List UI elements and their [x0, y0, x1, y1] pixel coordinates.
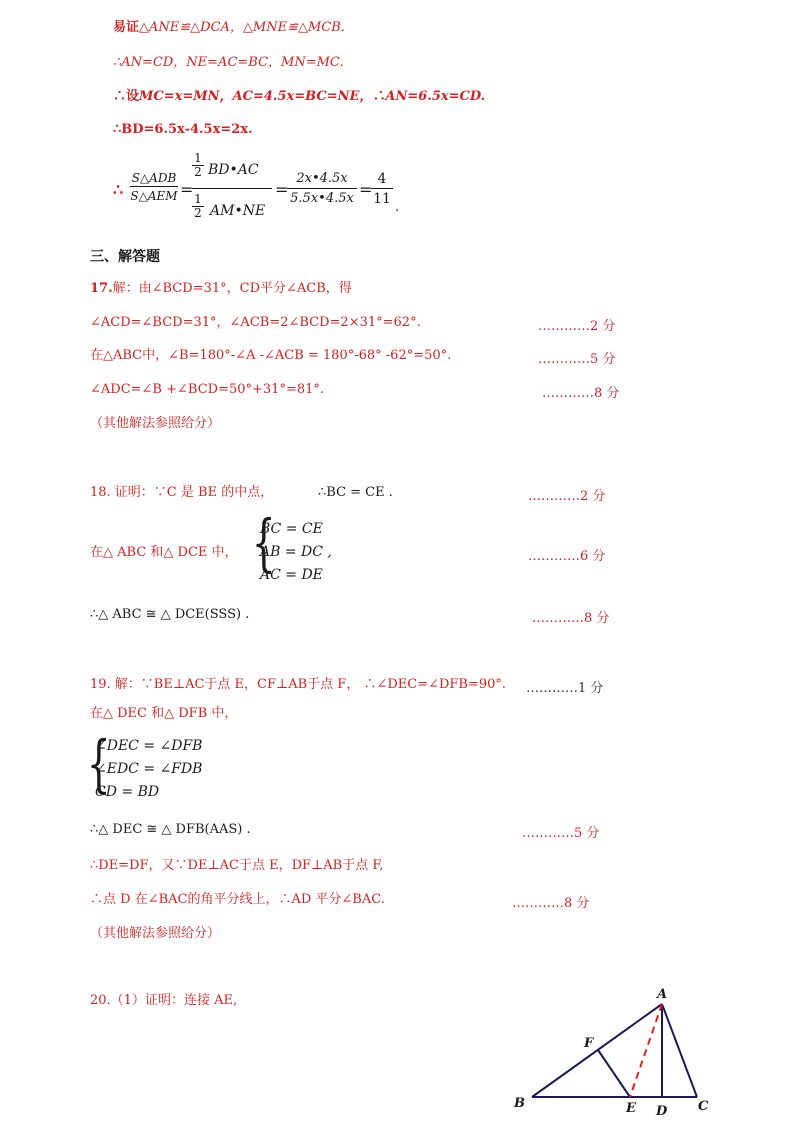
right-numerator: 2x•4.5x — [296, 171, 348, 186]
q19-line-4: ∴DE=DF，又∵DE⊥AC于点 E，DF⊥AB于点 F, — [90, 858, 384, 873]
result-fraction — [371, 170, 393, 209]
q17-line-2: ∠ACD=∠BCD=31°，∠ACB=2∠BCD=2×31°=62°. — [90, 315, 421, 330]
line-set-x — [113, 89, 485, 105]
q19-line-5: ∴点 D 在∠BAC的角平分线上，∴AD 平分∠BAC. — [90, 892, 385, 907]
q17-number: 17. — [90, 281, 113, 296]
q18-system-brace: { — [251, 506, 276, 579]
equals-1: = — [180, 180, 194, 199]
q18-system-1: BC = CE — [260, 521, 323, 537]
equals-2: = — [275, 180, 289, 199]
q17-line-3: 在△ABC中，∠B=180°-∠A -∠ACB = 180°-68° -62°=50°. — [90, 348, 452, 363]
half-numerator — [192, 152, 204, 179]
segment-ab — [532, 1004, 662, 1097]
q17-score-1: …………2 分 — [538, 319, 616, 334]
right-denominator: 5.5x•4.5x — [290, 191, 354, 206]
half-one: 1 — [194, 151, 202, 165]
q17-score-3: …………8 分 — [542, 386, 620, 401]
set-x-text: MC=x=MN，AC=4.5x=BC=NE，∴AN=6.5x=CD. — [139, 89, 486, 104]
line-equal-segments: ∴AN=CD，NE=AC=BC，MN=MC. — [113, 55, 344, 70]
q19-line-3: ∴△ DEC ≅ △ DFB(AAS) . — [90, 822, 251, 837]
q18-score-2: …………6 分 — [528, 549, 606, 564]
q18-score-3: …………8 分 — [532, 611, 610, 626]
q19-note: （其他解法参照给分） — [90, 926, 221, 941]
middle-fraction — [192, 150, 272, 227]
label-f: F — [584, 1036, 594, 1051]
line-easy-prove — [113, 20, 345, 36]
line-bd-length: ∴BD=6.5x-4.5x=2x. — [113, 122, 253, 137]
set-x-prefix: ∴设 — [113, 89, 140, 104]
mid-num-text: BD•AC — [208, 162, 259, 178]
lhs-numerator: S△ADB — [131, 171, 177, 185]
label-d: D — [656, 1104, 668, 1119]
right-fraction — [287, 170, 357, 209]
middle-numerator — [192, 150, 272, 188]
q19-score-1: …………1 分 — [526, 681, 604, 696]
q17-score-2: …………5 分 — [538, 352, 616, 367]
lhs-fraction — [130, 170, 178, 205]
lhs-denominator: S△AEM — [130, 189, 178, 203]
therefore-symbol: ∴ — [113, 180, 124, 199]
q19-score-2: …………5 分 — [522, 826, 600, 841]
mid-den-text: AM•NE — [210, 203, 266, 219]
label-e: E — [626, 1101, 636, 1116]
easy-prove-prefix: 易证 — [113, 20, 140, 35]
label-a: A — [657, 987, 668, 1002]
q18-line-1b: ∴BC = CE . — [318, 485, 393, 500]
half-two: 2 — [194, 165, 202, 179]
q19-line-1: 19. 解：∵BE⊥AC于点 E，CF⊥AB于点 F， ∴∠DEC=∠DFB=90°. — [90, 677, 507, 692]
q19-system-brace: { — [86, 727, 111, 800]
q19-system-2: ∠EDC = ∠FDB — [95, 761, 203, 777]
segment-fe — [598, 1050, 630, 1097]
q18-system-2: AB = DC , — [260, 544, 332, 560]
q18-line-2: 在△ ABC 和△ DCE 中， — [90, 545, 238, 560]
formula-period: . — [395, 200, 400, 215]
easy-prove-text: △ANE≌△DCA，△MNE≌△MCB. — [139, 20, 345, 35]
q19-system-1: ∠DEC = ∠DFB — [95, 738, 203, 754]
middle-denominator — [192, 189, 272, 227]
q17-note: （其他解法参照给分） — [90, 416, 221, 431]
q17-line-1-text: 解：由∠BCD=31°，CD平分∠ACB，得 — [112, 281, 352, 296]
q17-line-1 — [90, 281, 352, 297]
q19-line-2: 在△ DEC 和△ DFB 中， — [90, 706, 238, 721]
label-c: C — [698, 1099, 709, 1114]
half-two-den: 2 — [194, 206, 202, 220]
label-b: B — [514, 1096, 525, 1111]
equals-3: = — [359, 180, 373, 199]
q18-system-3: AC = DE — [260, 567, 323, 583]
half-denominator — [192, 193, 204, 220]
section-heading: 三、解答题 — [90, 249, 160, 265]
q20-line-1: 20.（1）证明：连接 AE, — [90, 993, 238, 1008]
result-numerator: 4 — [377, 171, 387, 187]
q19-score-3: …………8 分 — [512, 896, 590, 911]
segment-ac — [662, 1004, 697, 1097]
q19-system-3: CD = BD — [95, 784, 160, 800]
q18-line-1a: 18. 证明：∵C 是 BE 的中点， — [90, 485, 274, 500]
half-one-den: 1 — [194, 192, 202, 206]
q17-line-4: ∠ADC=∠B +∠BCD=50°+31°=81°. — [90, 382, 325, 397]
dashed-segment-ae — [630, 1004, 662, 1097]
q18-line-3: ∴△ ABC ≅ △ DCE(SSS) . — [90, 607, 250, 622]
q18-score-1: …………2 分 — [528, 489, 606, 504]
result-denominator: 11 — [373, 191, 391, 207]
